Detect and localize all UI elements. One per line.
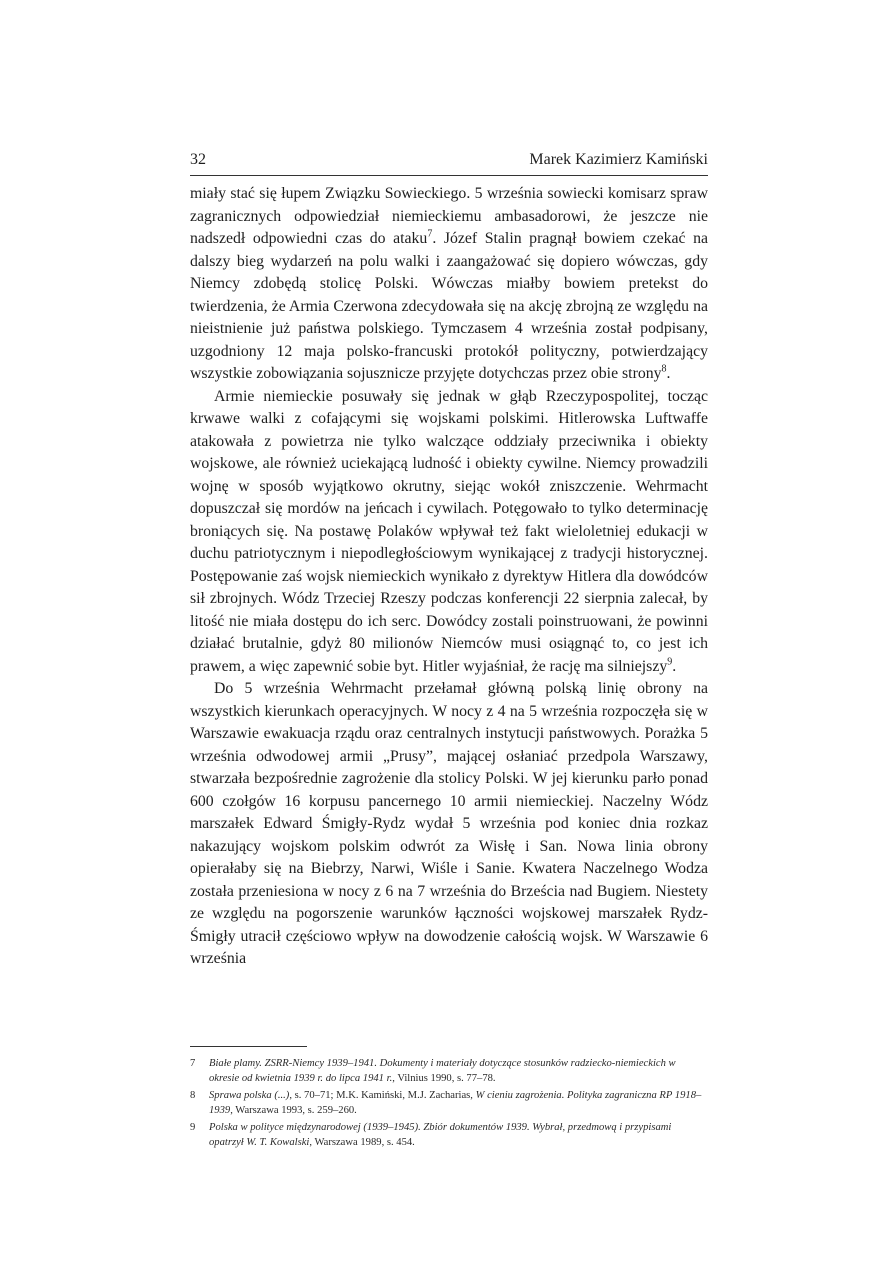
paragraph-text: . [666,365,671,382]
footnote-number: 9 [190,1122,196,1133]
footnote-title: Białe plamy. ZSRR-Niemcy 1939–1941. Dokumenty i materiały dotyczące stosunków radziecko-niemieckich w okresie od kwietnia 1939 r. do lipca 1941 r. [209,1058,676,1084]
paragraph-text: miały stać się łupem Związku Sowieckiego. 5 września sowiecki komisarz spraw zagranicznych odpowiedział niemieckiemu ambasadorowi, że jeszcze nie nadszedł odpowiedni czas do ataku [190,185,708,247]
footnote [190,1056,708,1086]
paragraph [190,678,708,971]
paragraph-text: Do 5 września Wehrmacht przełamał główną polską linię obrony na wszystkich kierunkach operacyjnych. W nocy z 4 na 5 września rozpoczęła się w Warszawie ewakuacja rządu oraz centralnych instytucji państwowych. Porażka 5 września odwodowej armii „Prusy”, mającej osłaniać przedpola Warszawy, stwarzała bezpośrednie zagrożenie dla stolicy Polski. W jej kierunku parło ponad 600 czołgów 16 korpusu pancernego 10 armii niemieckiej. Naczelny Wódz marszałek Edward Śmigły-Rydz wydał 5 września pod koniec dnia rozkaz nakazujący wojskom polskim odwrót za Wisłę i San. Nowa linia obrony opierałaby się na Biebrzy, Narwi, Wiśle i Sanie. Kwatera Naczelnego Wodza została przeniesiona w nocy z 6 na 7 września do Brześcia nad Bugiem. Niestety ze względu na pogorszenie warunków łączności wojskowej marszałek Rydz-Śmigły utracił częściowo wpływ na dowodzenie całością wojsk. W Warszawie 6 września [190,680,708,967]
footnote-title: Polska w polityce międzynarodowej (1939–1945). Zbiór dokumentów 1939. Wybrał, przedmową i przypisami opatrzył W. T. Kowalski [209,1122,672,1148]
footnote-text: , s. 70–71; M.K. Kamiński, M.J. Zacharias, [289,1090,476,1101]
footnote-reference[interactable]: 9 [667,656,673,668]
footnote-title: Sprawa polska (...) [209,1090,290,1101]
paragraph-text: . Józef Stalin pragnął bowiem czekać na dalszy bieg wydarzeń na polu walki i zaangażować się dopiero wówczas, gdy Niemcy zdobędą stolicę Polski. Wówczas miałby bowiem pretekst do twierdzenia, że Armia Czerwona zdecydowała się na akcję zbrojną ze względu na nieistnienie już państwa polskiego. Tymczasem 4 września został podpisany, uzgodniony 12 maja polsko-francuski protokół polityczny, potwierdzający wszystkie zobowiązania sojusznicze przyjęte dotychczas przez obie strony [190,230,709,382]
body-text [190,183,708,971]
footnotes [190,1056,708,1152]
running-header [190,151,708,175]
page-number: 32 [190,151,206,168]
header-rule [190,175,708,176]
footnote [190,1120,708,1150]
footnote-text: , Warszawa 1989, s. 454. [309,1137,415,1148]
paragraph-text: Armie niemieckie posuwały się jednak w głąb Rzeczypospolitej, tocząc krwawe walki z cofającymi się wojskami polskimi. Hitlerowska Luftwaffe atakowała z powietrza nie tylko walczące oddziały przeciwnika i obiekty wojskowe, ale również uciekającą ludność i obiekty cywilne. Niemcy prowadzili wojnę w sposób wyjątkowo okrutny, siejąc wokół zniszczenie. Wehrmacht dopuszczał się mordów na jeńcach i cywilach. Potęgowało to tylko determinację broniących się. Na postawę Polaków wpływał też fakt wieloletniej edukacji w duchu patriotycznym i niepodległościowym wynikającej z tradycji historycznej. Postępowanie zaś wojsk niemieckich wynikało z dyrektyw Hitlera dla dowódców sił zbrojnych. Wódz Trzeciej Rzeszy podczas konferencji 22 sierpnia zalecał, by litość nie miała dostępu do ich serc. Dowódcy zostali poinstruowani, że powinni działać brutalnie, gdyż 80 milionów Niemców musi osiągnąć to, co jest ich prawem, a więc zapewnić sobie byt. Hitler wyjaśniał, że rację ma silniejszy [190,387,708,675]
running-header-author: Marek Kazimierz Kamiński [529,151,708,168]
footnote-text: , Warszawa 1993, s. 259–260. [230,1105,357,1116]
footnote-separator [190,1046,307,1047]
footnote [190,1088,708,1118]
footnote-title: W cieniu zagrożenia. Polityka zagraniczna RP 1918–1939 [209,1090,702,1116]
footnote-number: 8 [190,1090,196,1101]
paragraph-text: . [672,657,677,675]
footnote-number: 7 [190,1058,196,1069]
paragraph [190,386,708,679]
footnote-reference[interactable]: 8 [661,363,667,375]
footnote-reference[interactable]: 7 [427,228,433,240]
paragraph [190,183,708,386]
footnote-text: , Vilnius 1990, s. 77–78. [392,1073,496,1084]
